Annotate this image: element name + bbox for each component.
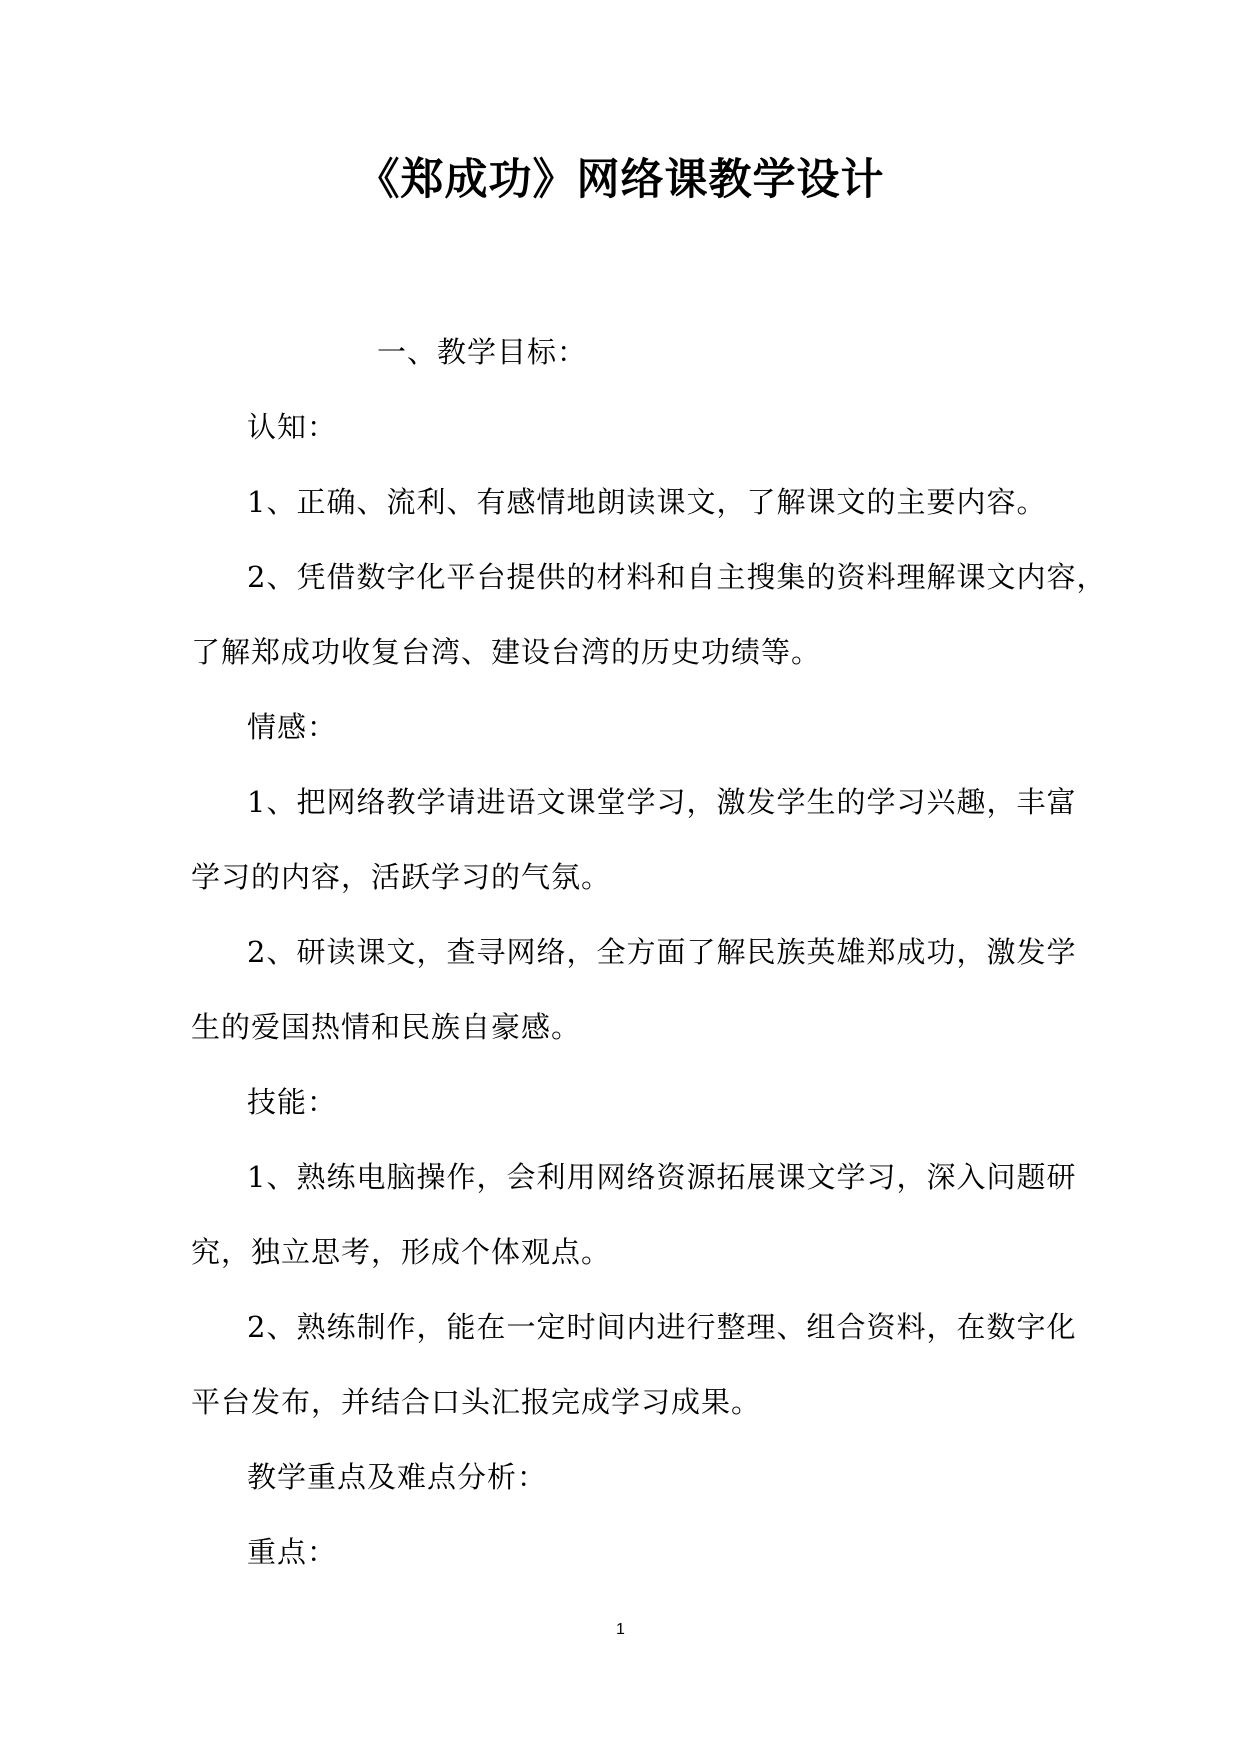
subheading-cognition: 认知： xyxy=(247,410,338,444)
subheading-skills: 技能： xyxy=(247,1085,338,1119)
paragraph-line: 了解郑成功收复台湾、建设台湾的历史功绩等。 xyxy=(191,635,822,669)
subheading-key-points-analysis: 教学重点及难点分析： xyxy=(247,1460,548,1494)
paragraph-line: 2、研读课文，查寻网络，全方面了解民族英雄郑成功，激发学 xyxy=(247,935,1077,969)
paragraph-line: 生的爱国热情和民族自豪感。 xyxy=(191,1010,582,1044)
section-heading-objectives: 一、教学目标： xyxy=(377,335,588,369)
page-number: 1 xyxy=(616,1621,625,1638)
paragraph-line: 2、凭借数字化平台提供的材料和自主搜集的资料理解课文内容， xyxy=(247,560,1107,594)
paragraph-line: 1、熟练电脑操作，会利用网络资源拓展课文学习，深入问题研 xyxy=(247,1160,1077,1194)
document-title: 《郑成功》网络课教学设计 xyxy=(356,155,885,205)
subheading-key-points: 重点： xyxy=(247,1535,338,1569)
paragraph-line: 1、正确、流利、有感情地朗读课文，了解课文的主要内容。 xyxy=(247,485,1047,519)
paragraph-line: 平台发布，并结合口头汇报完成学习成果。 xyxy=(191,1385,762,1419)
paragraph-line: 2、熟练制作，能在一定时间内进行整理、组合资料，在数字化 xyxy=(247,1310,1077,1344)
paragraph-line: 1、把网络教学请进语文课堂学习，激发学生的学习兴趣，丰富 xyxy=(247,785,1077,819)
subheading-emotion: 情感： xyxy=(247,710,338,744)
paragraph-line: 学习的内容，活跃学习的气氛。 xyxy=(191,860,612,894)
paragraph-line: 究，独立思考，形成个体观点。 xyxy=(191,1235,612,1269)
